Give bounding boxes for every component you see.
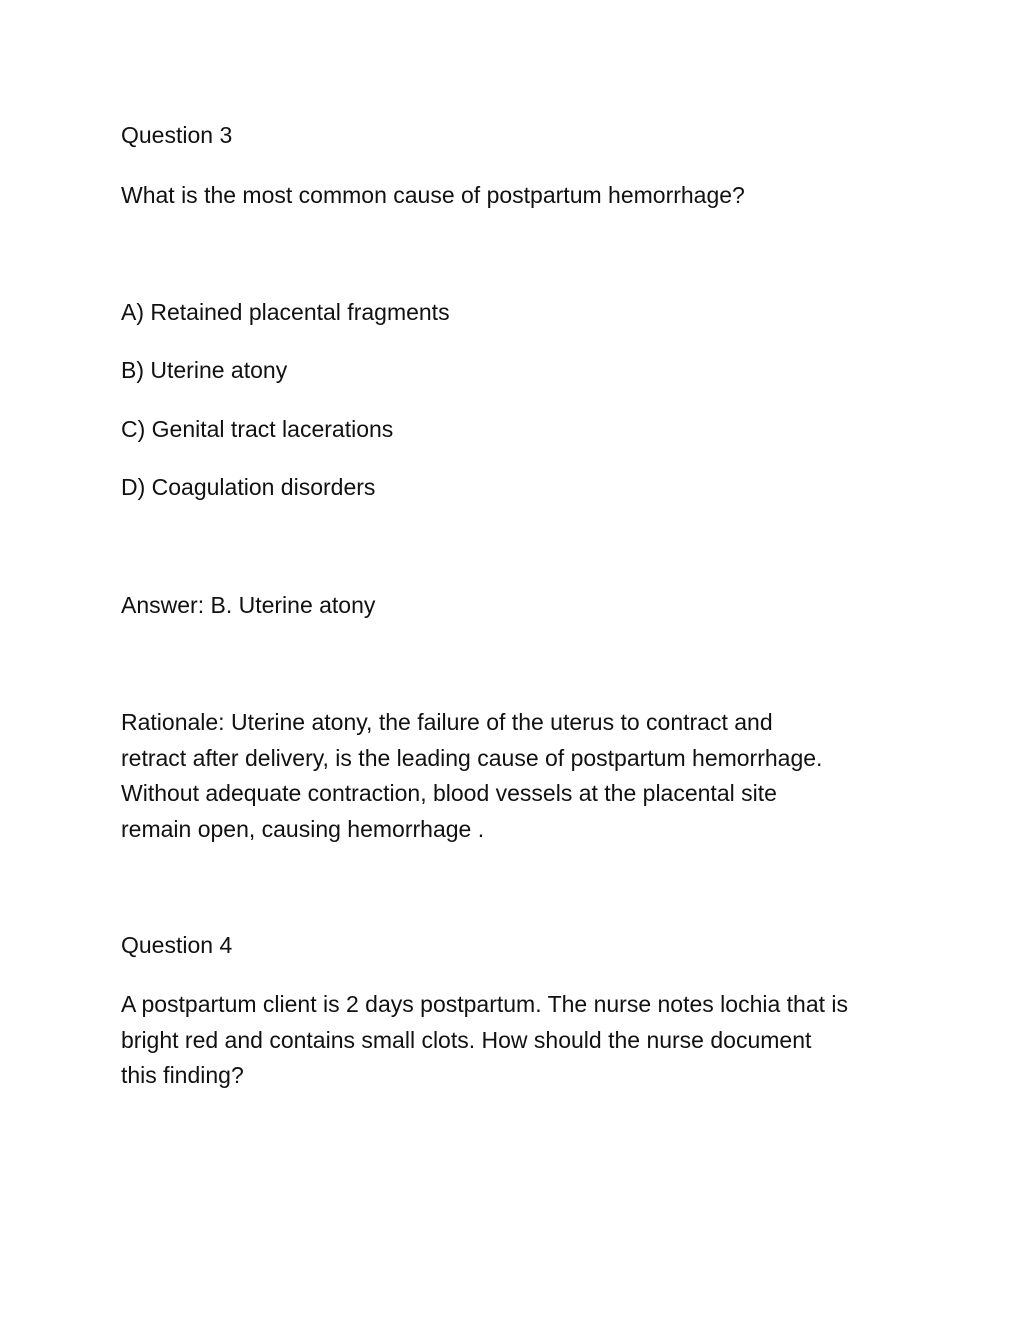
question-4-prompt bbox=[121, 987, 911, 1094]
question-4-heading: Question 4 bbox=[121, 932, 233, 958]
question-4-prompt-line: bright red and contains small clots. How should the nurse document bbox=[121, 1026, 812, 1053]
rationale-line: remain open, causing hemorrhage . bbox=[121, 815, 485, 842]
question-4-prompt-line: this finding? bbox=[121, 1062, 244, 1088]
rationale bbox=[121, 705, 911, 847]
question-4-prompt-line: A postpartum client is 2 days postpartum. The nurse notes lochia that is bbox=[121, 991, 849, 1017]
question-3-heading: Question 3 bbox=[121, 122, 233, 148]
answer: Answer: B. Uterine atony bbox=[121, 592, 376, 618]
option-a: A) Retained placental fragments bbox=[121, 299, 450, 325]
rationale-line: Rationale: Uterine atony, the failure of the uterus to contract and bbox=[121, 709, 773, 735]
option-c: C) Genital tract lacerations bbox=[121, 416, 394, 442]
question-3-prompt: What is the most common cause of postpartum hemorrhage? bbox=[121, 182, 745, 208]
option-d: D) Coagulation disorders bbox=[121, 474, 376, 500]
rationale-line: retract after delivery, is the leading cause of postpartum hemorrhage. bbox=[121, 744, 823, 771]
rationale-line: Without adequate contraction, blood vessels at the placental site bbox=[121, 780, 777, 806]
option-b: B) Uterine atony bbox=[121, 357, 288, 383]
